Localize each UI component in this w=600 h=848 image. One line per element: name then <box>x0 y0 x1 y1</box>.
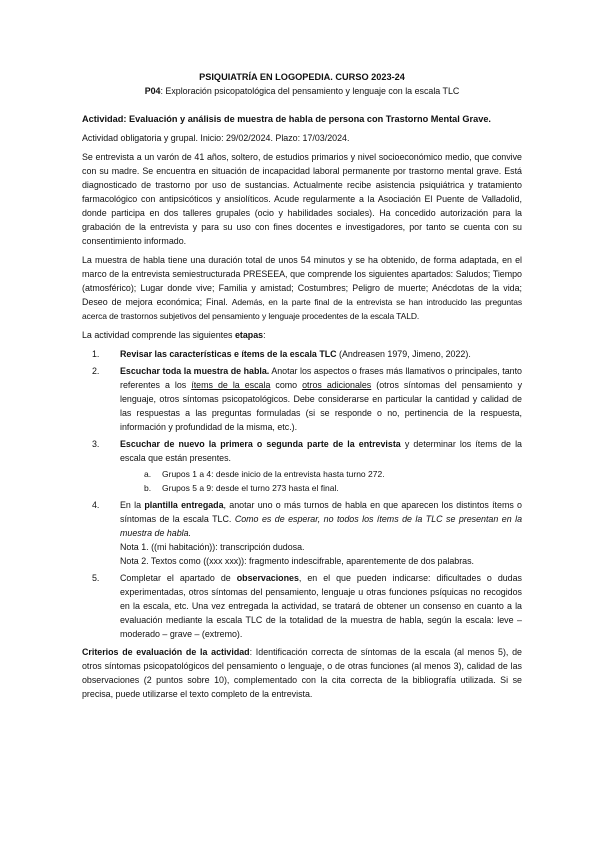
step-5-bold: observaciones <box>236 573 299 583</box>
evaluation-criteria <box>82 645 522 701</box>
step-4 <box>92 498 522 568</box>
step-number: 1. <box>92 349 100 359</box>
step-3-subitem-b <box>144 481 522 495</box>
steps-intro-bold: etapas <box>234 330 264 340</box>
step-2-underline-2: otros adicionales <box>302 380 372 390</box>
step-1-text: (Andreasen 1979, Jimeno, 2022). <box>336 349 471 359</box>
subitem-text: Grupos 5 a 9: desde el turno 273 hasta el final. <box>162 483 339 493</box>
document-title: PSIQUIATRÍA EN LOGOPEDIA. CURSO 2023-24 <box>199 72 405 82</box>
step-2-bold: Escuchar toda la muestra de habla. <box>120 366 270 376</box>
sample-description-main: La muestra de habla tiene una duración total de unos 54 minutos y se ha obtenido, de forma adaptada, en el marco de la entrevista semiestructurada PRESEEA, que comprende los siguientes apartados: Saludos; Tiempo (atmosférico); Lugar donde vive; Familia y amistad; Costumbres; Peligro de muerte; Anécdotas de la vida; Deseo de mejora económica; Final. <box>82 255 522 307</box>
subitem-text: Grupos 1 a 4: desde inicio de la entrevista hasta turno 272. <box>162 469 385 479</box>
subtitle-text: : Exploración psicopatológica del pensamiento y lenguaje con la escala TLC <box>160 86 460 96</box>
tald-note: Además, en la parte final de la entrevista se han introducido las preguntas acerca de trastornos subjetivos del pensamiento y lenguaje procedentes de la escala TALD. <box>82 297 523 321</box>
step-2-text-2: como <box>270 380 303 390</box>
step-4-note-1: Nota 1. ((mi habitación)): transcripción dudosa. <box>120 542 305 552</box>
step-4-text-2: , anotar uno o más turnos de habla en que aparecen los distintos ítems o síntomas de la escala TLC. <box>120 500 522 524</box>
step-3-text: y determinar los ítems de la escala que están presentes. <box>120 439 522 463</box>
step-5-text-2: , en el que pueden indicarse: dificultades o dudas experimentadas, otros síntomas del pensamiento, lenguaje u otras funciones psíquicas no recogidos en la escala, etc. Una vez entregada la actividad, se tratará de obtener un consenso en cuanto a la evaluación mediante la escala TLC de la totalidad de la muestra de habla, según la escala: leve – moderado – grave – (extremo). <box>120 573 522 639</box>
step-5 <box>92 571 522 641</box>
step-5-text-1: Completar el apartado de <box>120 573 237 583</box>
step-3 <box>92 437 522 495</box>
step-4-text-1: En la <box>120 500 145 510</box>
step-number: 2. <box>92 366 100 376</box>
steps-intro-colon: : <box>263 330 266 340</box>
step-4-bold: plantilla entregada <box>144 500 224 510</box>
step-1-bold: Revisar las características e ítems de la escala TLC <box>120 349 337 359</box>
steps-list <box>82 347 522 641</box>
document-subtitle <box>82 84 522 98</box>
sample-description <box>82 253 522 323</box>
step-2 <box>92 364 522 434</box>
subitem-letter: b. <box>144 483 152 493</box>
practice-code: P04 <box>144 86 161 96</box>
step-2-text-3: (otros síntomas del pensamiento y lenguaje, otros síntomas psicopatológicos. Debe considerarse en particular la cantidad y calidad de las respuestas a las preguntas formuladas (si se responde o no, pertinencia de la respuesta, información y profundidad de la misma, etc.). <box>120 380 523 432</box>
step-3-bold: Escuchar de nuevo la primera o segunda parte de la entrevista <box>120 439 401 449</box>
subitem-letter: a. <box>144 469 152 479</box>
activity-info: Actividad obligatoria y grupal. Inicio: 29/02/2024. Plazo: 17/03/2024. <box>82 133 350 143</box>
step-3-subitem-a <box>144 467 522 481</box>
consent-statement: . Ha concedido autorización para la grabación de la entrevista y para su uso con fines docentes e investigadores, por tanto se cuenta con su consentimiento informado. <box>82 208 522 246</box>
step-number: 5. <box>92 573 100 583</box>
patient-description <box>82 150 522 248</box>
activity-name: Evaluación y análisis de muestra de habla de persona con Trastorno Mental Grave. <box>126 114 491 124</box>
criteria-text: : Identificación correcta de síntomas de la escala (al menos 5), de otros síntomas psicopatológicos del pensamiento o lenguaje, o de otras funciones (al menos 3), calidad de las observaciones (2 puntos sobre 10), complementado con la cita correcta de la bibliografía utilizada. Si se precisa, puede utilizarse el texto completo de la entrevista. <box>82 647 522 699</box>
step-1 <box>92 347 522 361</box>
activity-title <box>82 112 522 126</box>
step-4-note-2: Nota 2. Textos como ((xxx xxx)): fragmento indescifrable, aparentemente de dos palabras. <box>120 556 475 566</box>
patient-description-main: Se entrevista a un varón de 41 años, soltero, de estudios primarios y nivel socioeconómico medio, que convive con su madre. Se encuentra en situación de incapacidad laboral permanente por trastorno mental grave. Está diagnosticado de trastorno por uso de sustancias. Actualmente recibe asistencia psiquiátrica y tratamiento farmacológico con antipsicóticos y ansiolíticos. Acude regularmente a la Asociación El Puente de Valladolid, donde participa en dos talleres grupales (ocio y habilidades sociales) <box>82 152 522 218</box>
steps-intro <box>82 328 522 342</box>
step-2-underline-1: ítems de la escala <box>191 380 271 390</box>
criteria-label: Criterios de evaluación de la actividad <box>82 647 250 657</box>
step-number: 3. <box>92 439 100 449</box>
step-3-sublist <box>120 467 522 495</box>
steps-intro-text: La actividad comprende las siguientes <box>82 330 235 340</box>
step-number: 4. <box>92 500 100 510</box>
step-2-text-1: Anotar los aspectos o frases más llamativos o principales, tanto referentes a los <box>120 366 522 390</box>
step-4-italic: Como es de esperar, no todos los ítems de la TLC se presentan en la muestra de habla. <box>120 514 523 538</box>
activity-label: Actividad: <box>82 114 127 124</box>
